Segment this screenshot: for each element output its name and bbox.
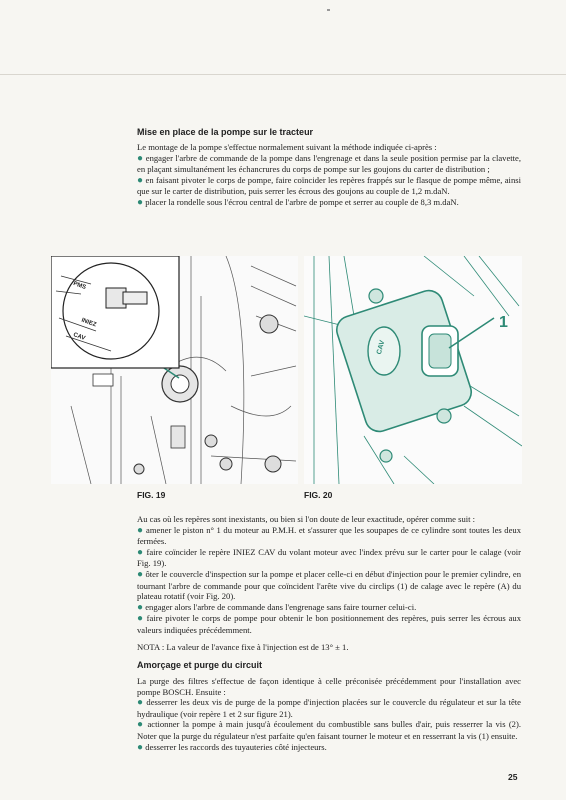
section1-bullet: ● placer la rondelle sous l'écrou central de l'arbre de pompe et serrer au couple de 8,3 m.daN. xyxy=(137,196,459,208)
section2-bullet: ● engager alors l'arbre de commande dans l'engrenage sans faire tourner celui-ci. xyxy=(137,601,417,613)
bullet-icon: ● xyxy=(137,719,145,731)
page-edge-line xyxy=(0,74,566,75)
section1-text xyxy=(137,142,521,209)
section2-bullet: ● amener le piston n° 1 du moteur au P.M.H. et s'assurer que les soupapes de ce cylindre sont toutes les deux fermées. xyxy=(137,524,521,547)
mark-pms: PMS xyxy=(72,280,87,292)
section-title-priming: Amorçage et purge du circuit xyxy=(137,660,263,670)
bullet-icon: ● xyxy=(137,524,144,536)
bullet-icon: ● xyxy=(137,613,144,625)
advance-note: NOTA : La valeur de l'avance fixe à l'injection est de 13° ± 1. xyxy=(137,641,349,652)
figure-20-image xyxy=(304,256,522,484)
bullet-icon: ● xyxy=(137,174,144,186)
bullet-icon: ● xyxy=(137,568,144,580)
bullet-icon: ● xyxy=(137,196,144,208)
section2-bullet: ● faire coïncider le repère INIEZ CAV du volant moteur avec l'index prévu sur le carter pour le calage (voir Fig. 19). xyxy=(137,546,521,569)
engine-flywheel-illustration xyxy=(51,256,298,484)
section1-bullet: ● en faisant pivoter le corps de pompe, faire coïncider les repères frappés sur le flasque de pompe même, ainsi que sur le carter de distribution, puis serrer les écrous des goujons au couple de 1,2 m.daN. xyxy=(137,174,521,197)
section3-text xyxy=(137,676,521,753)
section3-intro: La purge des filtres s'effectue de façon identique à celle préconisée précédemment pour l'installation avec pompe BOSCH. Ensuite : xyxy=(137,676,521,697)
section2-text xyxy=(137,514,521,652)
bullet-icon: ● xyxy=(137,697,144,709)
mark-cav: CAV xyxy=(72,332,86,342)
mark-iniez: INIEZ xyxy=(80,317,97,329)
bullet-icon: ● xyxy=(137,152,144,164)
bullet-icon: ● xyxy=(137,741,144,753)
section2-bullet: ● faire pivoter le corps de pompe pour obtenir le bon positionnement des repères, puis serrer les écrous aux valeurs indiquées précédemment. xyxy=(137,613,521,635)
page-number: 25 xyxy=(508,772,518,782)
callout-number: 1 xyxy=(499,314,508,331)
section2-bullet: ● ôter le couvercle d'inspection sur la pompe et placer celle-ci en début d'injection pour le premier cylindre, en tournant l'arbre de commande pour que coïncident l'arête vive du circlips (1) de calage avec le repère (A) du plateau rotatif (voir Fig. 20). xyxy=(137,568,521,602)
section1-bullet: ● engager l'arbre de commande de la pompe dans l'engrenage et dans la seule position permise par la clavette, en plaçant simultanément les échancrures du corps de pompe sur les goujons du carter de distribution ; xyxy=(137,152,522,175)
speck xyxy=(327,9,330,11)
section3-bullet: ● desserrer les raccords des tuyauteries côté injecteurs. xyxy=(137,741,327,753)
figure-20-caption: FIG. 20 xyxy=(304,490,333,500)
injection-pump-illustration xyxy=(304,256,522,484)
figure-19-image xyxy=(51,256,298,484)
section2-intro: Au cas où les repères sont inexistants, ou bien si l'on doute de leur exactitude, opérer comme suit : xyxy=(137,514,476,524)
bullet-icon: ● xyxy=(137,546,144,558)
pump-plate-text: CAV xyxy=(375,339,387,356)
section3-bullet: ● desserrer les deux vis de purge de la pompe d'injection placées sur le couvercle du régulateur et sur la tête hydraulique (voir repère 1 et 2 sur figure 21). xyxy=(137,697,521,719)
figure-19-caption: FIG. 19 xyxy=(137,490,166,500)
bullet-icon: ● xyxy=(137,601,144,613)
section-title-pump-mounting: Mise en place de la pompe sur le tracteur xyxy=(137,127,314,137)
section3-bullet: ● actionner la pompe à main jusqu'à écoulement du combustible sans bulles d'air, puis resserrer la vis (2). Noter que la purge du régulateur n'est parfaite qu'en faisant tourner le moteur et en resserrant la vis (1) ensuite. xyxy=(137,719,521,741)
section1-intro: Le montage de la pompe s'effectue normalement suivant la méthode indiquée ci-après : xyxy=(137,142,437,152)
